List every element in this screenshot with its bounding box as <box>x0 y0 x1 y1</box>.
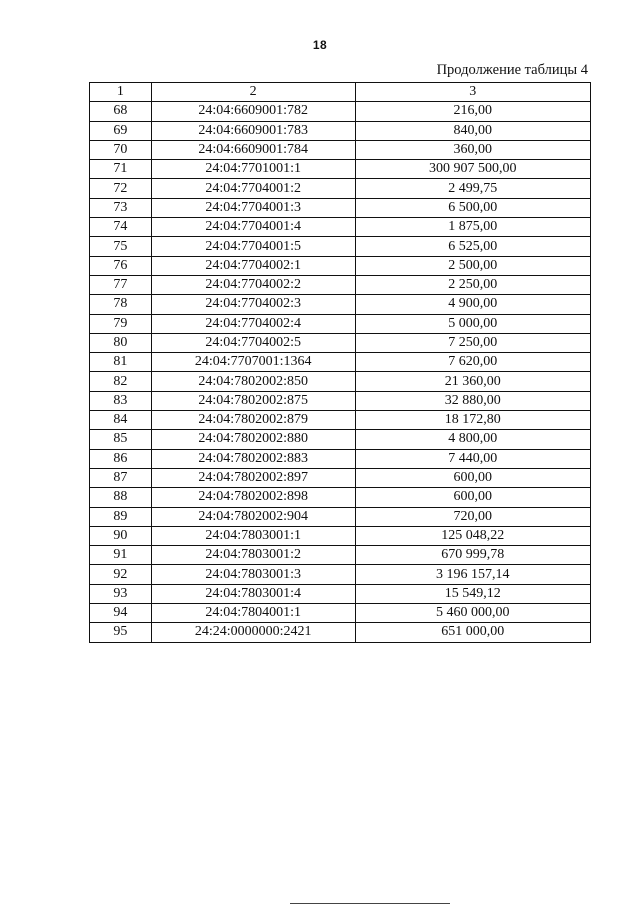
cadastral-value-table <box>89 82 591 643</box>
value-cell: 360,00 <box>355 140 590 159</box>
value-cell: 125 048,22 <box>355 526 590 545</box>
value-cell: 1 875,00 <box>355 218 590 237</box>
table-row <box>90 121 591 140</box>
table-row <box>90 160 591 179</box>
cadastral-id-cell: 24:24:0000000:2421 <box>151 623 355 642</box>
cadastral-id-cell: 24:04:7802002:875 <box>151 391 355 410</box>
table-row <box>90 295 591 314</box>
row-number-cell: 87 <box>90 468 152 487</box>
cadastral-id-cell: 24:04:7802002:880 <box>151 430 355 449</box>
value-cell: 840,00 <box>355 121 590 140</box>
row-number-cell: 80 <box>90 333 152 352</box>
table-row <box>90 198 591 217</box>
cadastral-id-cell: 24:04:7704001:4 <box>151 218 355 237</box>
value-cell: 3 196 157,14 <box>355 565 590 584</box>
row-number-cell: 91 <box>90 546 152 565</box>
column-header-cadastral-id: 2 <box>151 83 355 102</box>
table-row <box>90 546 591 565</box>
value-cell: 18 172,80 <box>355 411 590 430</box>
cadastral-id-cell: 24:04:7804001:1 <box>151 604 355 623</box>
table-row <box>90 565 591 584</box>
table-row <box>90 411 591 430</box>
value-cell: 32 880,00 <box>355 391 590 410</box>
row-number-cell: 90 <box>90 526 152 545</box>
cadastral-id-cell: 24:04:7803001:1 <box>151 526 355 545</box>
bottom-divider <box>290 903 450 904</box>
cadastral-id-cell: 24:04:7704002:2 <box>151 275 355 294</box>
table-row <box>90 256 591 275</box>
cadastral-id-cell: 24:04:7704002:1 <box>151 256 355 275</box>
row-number-cell: 71 <box>90 160 152 179</box>
row-number-cell: 88 <box>90 488 152 507</box>
value-cell: 600,00 <box>355 468 590 487</box>
row-number-cell: 94 <box>90 604 152 623</box>
row-number-cell: 83 <box>90 391 152 410</box>
cadastral-id-cell: 24:04:7704002:5 <box>151 333 355 352</box>
table-row <box>90 218 591 237</box>
row-number-cell: 95 <box>90 623 152 642</box>
column-header-number: 1 <box>90 83 152 102</box>
table-row <box>90 314 591 333</box>
cadastral-id-cell: 24:04:7704001:3 <box>151 198 355 217</box>
table-row <box>90 526 591 545</box>
value-cell: 7 440,00 <box>355 449 590 468</box>
value-cell: 720,00 <box>355 507 590 526</box>
cadastral-id-cell: 24:04:7704001:2 <box>151 179 355 198</box>
cadastral-id-cell: 24:04:6609001:784 <box>151 140 355 159</box>
value-cell: 670 999,78 <box>355 546 590 565</box>
value-cell: 6 500,00 <box>355 198 590 217</box>
cadastral-id-cell: 24:04:7802002:879 <box>151 411 355 430</box>
cadastral-id-cell: 24:04:7704002:4 <box>151 314 355 333</box>
table-row <box>90 237 591 256</box>
value-cell: 21 360,00 <box>355 372 590 391</box>
value-cell: 2 499,75 <box>355 179 590 198</box>
value-cell: 7 250,00 <box>355 333 590 352</box>
row-number-cell: 74 <box>90 218 152 237</box>
header-row <box>90 83 591 102</box>
value-cell: 216,00 <box>355 102 590 121</box>
page-number: 18 <box>312 38 328 52</box>
cadastral-id-cell: 24:04:7802002:897 <box>151 468 355 487</box>
table-continuation-title: Продолжение таблицы 4 <box>436 62 588 78</box>
row-number-cell: 85 <box>90 430 152 449</box>
value-cell: 2 250,00 <box>355 275 590 294</box>
row-number-cell: 84 <box>90 411 152 430</box>
cadastral-id-cell: 24:04:7707001:1364 <box>151 353 355 372</box>
value-cell: 4 900,00 <box>355 295 590 314</box>
row-number-cell: 73 <box>90 198 152 217</box>
row-number-cell: 86 <box>90 449 152 468</box>
value-cell: 7 620,00 <box>355 353 590 372</box>
row-number-cell: 69 <box>90 121 152 140</box>
cadastral-id-cell: 24:04:7802002:850 <box>151 372 355 391</box>
value-cell: 6 525,00 <box>355 237 590 256</box>
row-number-cell: 78 <box>90 295 152 314</box>
table-row <box>90 179 591 198</box>
table-header <box>90 83 591 102</box>
value-cell: 15 549,12 <box>355 584 590 603</box>
cadastral-id-cell: 24:04:7704002:3 <box>151 295 355 314</box>
row-number-cell: 76 <box>90 256 152 275</box>
cadastral-id-cell: 24:04:7802002:883 <box>151 449 355 468</box>
table-row <box>90 275 591 294</box>
value-cell: 600,00 <box>355 488 590 507</box>
value-cell: 300 907 500,00 <box>355 160 590 179</box>
table-row <box>90 507 591 526</box>
row-number-cell: 75 <box>90 237 152 256</box>
table-row <box>90 430 591 449</box>
value-cell: 5 000,00 <box>355 314 590 333</box>
table-row <box>90 584 591 603</box>
value-cell: 2 500,00 <box>355 256 590 275</box>
table-row <box>90 140 591 159</box>
table-row <box>90 449 591 468</box>
row-number-cell: 79 <box>90 314 152 333</box>
value-cell: 4 800,00 <box>355 430 590 449</box>
table-row <box>90 488 591 507</box>
table-body <box>90 102 591 642</box>
row-number-cell: 93 <box>90 584 152 603</box>
row-number-cell: 68 <box>90 102 152 121</box>
value-cell: 651 000,00 <box>355 623 590 642</box>
column-header-value: 3 <box>355 83 590 102</box>
row-number-cell: 89 <box>90 507 152 526</box>
row-number-cell: 92 <box>90 565 152 584</box>
cadastral-id-cell: 24:04:7803001:2 <box>151 546 355 565</box>
table-row <box>90 468 591 487</box>
cadastral-id-cell: 24:04:7803001:3 <box>151 565 355 584</box>
table-row <box>90 102 591 121</box>
table-row <box>90 353 591 372</box>
value-cell: 5 460 000,00 <box>355 604 590 623</box>
row-number-cell: 77 <box>90 275 152 294</box>
cadastral-id-cell: 24:04:6609001:783 <box>151 121 355 140</box>
table-row <box>90 623 591 642</box>
row-number-cell: 82 <box>90 372 152 391</box>
table-row <box>90 604 591 623</box>
cadastral-id-cell: 24:04:7701001:1 <box>151 160 355 179</box>
cadastral-id-cell: 24:04:7802002:898 <box>151 488 355 507</box>
cadastral-id-cell: 24:04:6609001:782 <box>151 102 355 121</box>
table-row <box>90 372 591 391</box>
row-number-cell: 72 <box>90 179 152 198</box>
row-number-cell: 81 <box>90 353 152 372</box>
cadastral-id-cell: 24:04:7802002:904 <box>151 507 355 526</box>
cadastral-id-cell: 24:04:7704001:5 <box>151 237 355 256</box>
row-number-cell: 70 <box>90 140 152 159</box>
table-row <box>90 333 591 352</box>
table-row <box>90 391 591 410</box>
cadastral-id-cell: 24:04:7803001:4 <box>151 584 355 603</box>
